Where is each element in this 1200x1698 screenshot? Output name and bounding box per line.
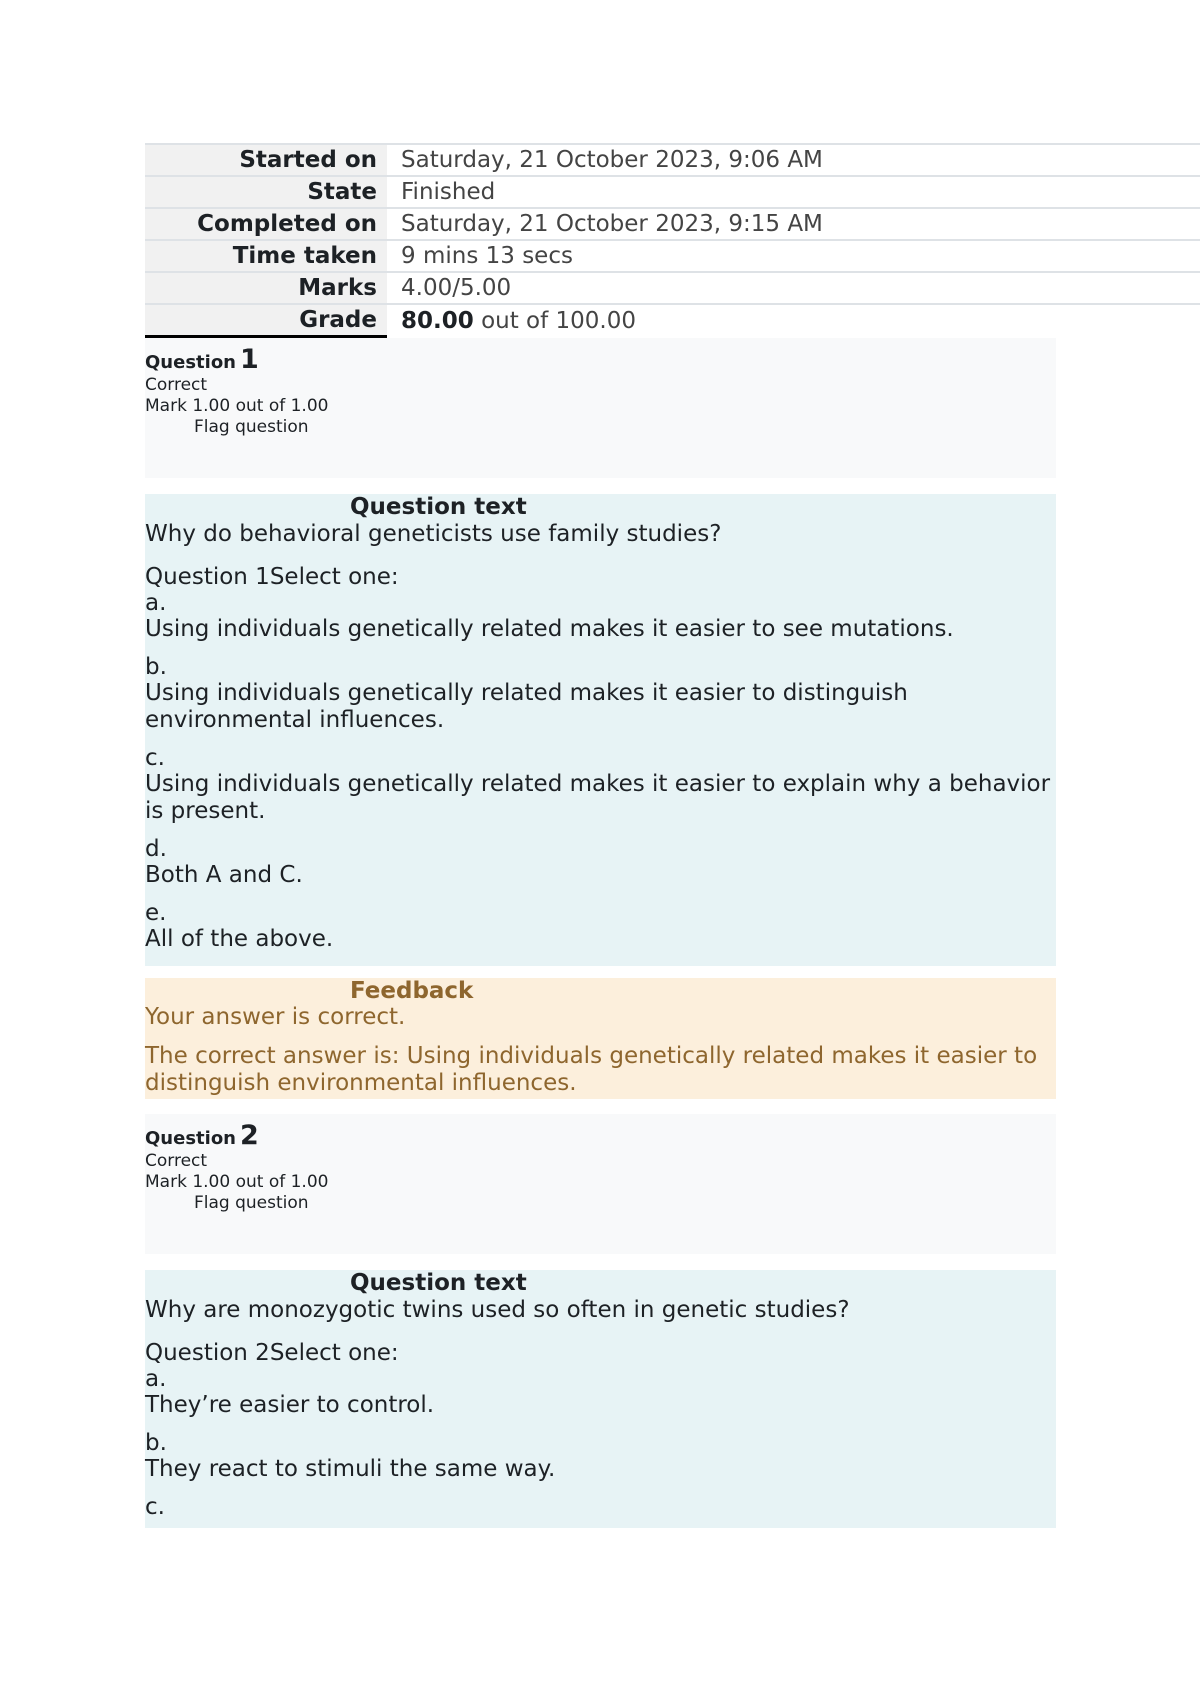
answer-option[interactable] <box>145 654 1056 734</box>
answer-option[interactable] <box>145 590 1056 643</box>
summary-row <box>145 144 1200 176</box>
answer-letter: e. <box>145 900 167 926</box>
summary-value: Saturday, 21 October 2023, 9:15 AM <box>387 208 1200 240</box>
summary-value: 9 mins 13 secs <box>387 240 1200 272</box>
grade-score: 80.00 <box>401 307 474 334</box>
question-state: Correct <box>145 375 208 395</box>
question-info <box>145 1114 1056 1254</box>
grade-suffix: out of 100.00 <box>473 307 637 334</box>
summary-label: Time taken <box>145 240 387 272</box>
answer-letter: c. <box>145 1494 165 1520</box>
flag-question-link[interactable]: Flag question <box>194 1193 309 1213</box>
question-content <box>145 1270 1056 1528</box>
question-text-heading: Question text <box>350 494 527 520</box>
summary-value: Saturday, 21 October 2023, 9:06 AM <box>387 144 1200 176</box>
answer-option[interactable] <box>145 836 1056 889</box>
summary-value: Finished <box>387 176 1200 208</box>
answer-text: They react to stimuli the same way. <box>145 1456 556 1482</box>
question-number: Question 1 <box>145 344 259 375</box>
summary-label: Marks <box>145 272 387 304</box>
question-number: Question 2 <box>145 1120 259 1151</box>
select-one-prompt: Question 2Select one: <box>145 1340 399 1366</box>
summary-row <box>145 208 1200 240</box>
question-content <box>145 494 1056 966</box>
answer-letter: d. <box>145 836 167 862</box>
answer-option[interactable] <box>145 745 1056 825</box>
answer-letter: a. <box>145 1366 167 1392</box>
summary-row <box>145 272 1200 304</box>
question-text: Why do behavioral geneticists use family studies? <box>145 521 722 547</box>
summary-row <box>145 176 1200 208</box>
answer-text: Using individuals genetically related makes it easier to distinguish environmental influences. <box>145 680 908 733</box>
attempt-summary-table <box>145 143 1200 338</box>
answer-letter: b. <box>145 654 167 680</box>
answer-option[interactable] <box>145 1494 1056 1520</box>
answer-text: Using individuals genetically related makes it easier to see mutations. <box>145 616 954 642</box>
feedback-panel <box>145 978 1056 1099</box>
answer-text: Using individuals genetically related makes it easier to explain why a behavior is present. <box>145 771 1051 824</box>
summary-row <box>145 240 1200 272</box>
answer-letter: a. <box>145 590 167 616</box>
answer-text: They’re easier to control. <box>145 1392 435 1418</box>
summary-label: Grade <box>145 304 387 337</box>
question-text-heading: Question text <box>350 1270 527 1296</box>
summary-value: 4.00/5.00 <box>387 272 1200 304</box>
question-text: Why are monozygotic twins used so often in genetic studies? <box>145 1297 850 1323</box>
correct-answer-text: The correct answer is: Using individuals genetically related makes it easier to distinguish environmental influences. <box>145 1043 1038 1096</box>
answer-letter: c. <box>145 745 165 771</box>
answer-option[interactable] <box>145 900 1056 953</box>
answer-option[interactable] <box>145 1366 1056 1419</box>
answer-text: Both A and C. <box>145 862 303 888</box>
feedback-result: Your answer is correct. <box>145 1004 406 1030</box>
summary-row-grade <box>145 304 1200 337</box>
flag-question-link[interactable]: Flag question <box>194 417 309 437</box>
answer-text: All of the above. <box>145 926 334 952</box>
question-grade: Mark 1.00 out of 1.00 <box>145 396 329 416</box>
quiz-review-page <box>145 143 1200 1528</box>
summary-label: State <box>145 176 387 208</box>
question-info <box>145 338 1056 478</box>
grade-value <box>387 304 1200 337</box>
answer-option[interactable] <box>145 1430 1056 1483</box>
select-one-prompt: Question 1Select one: <box>145 564 399 590</box>
feedback-heading: Feedback <box>350 978 474 1004</box>
question-grade: Mark 1.00 out of 1.00 <box>145 1172 329 1192</box>
question-state: Correct <box>145 1151 208 1171</box>
summary-label: Started on <box>145 144 387 176</box>
summary-label: Completed on <box>145 208 387 240</box>
answer-letter: b. <box>145 1430 167 1456</box>
